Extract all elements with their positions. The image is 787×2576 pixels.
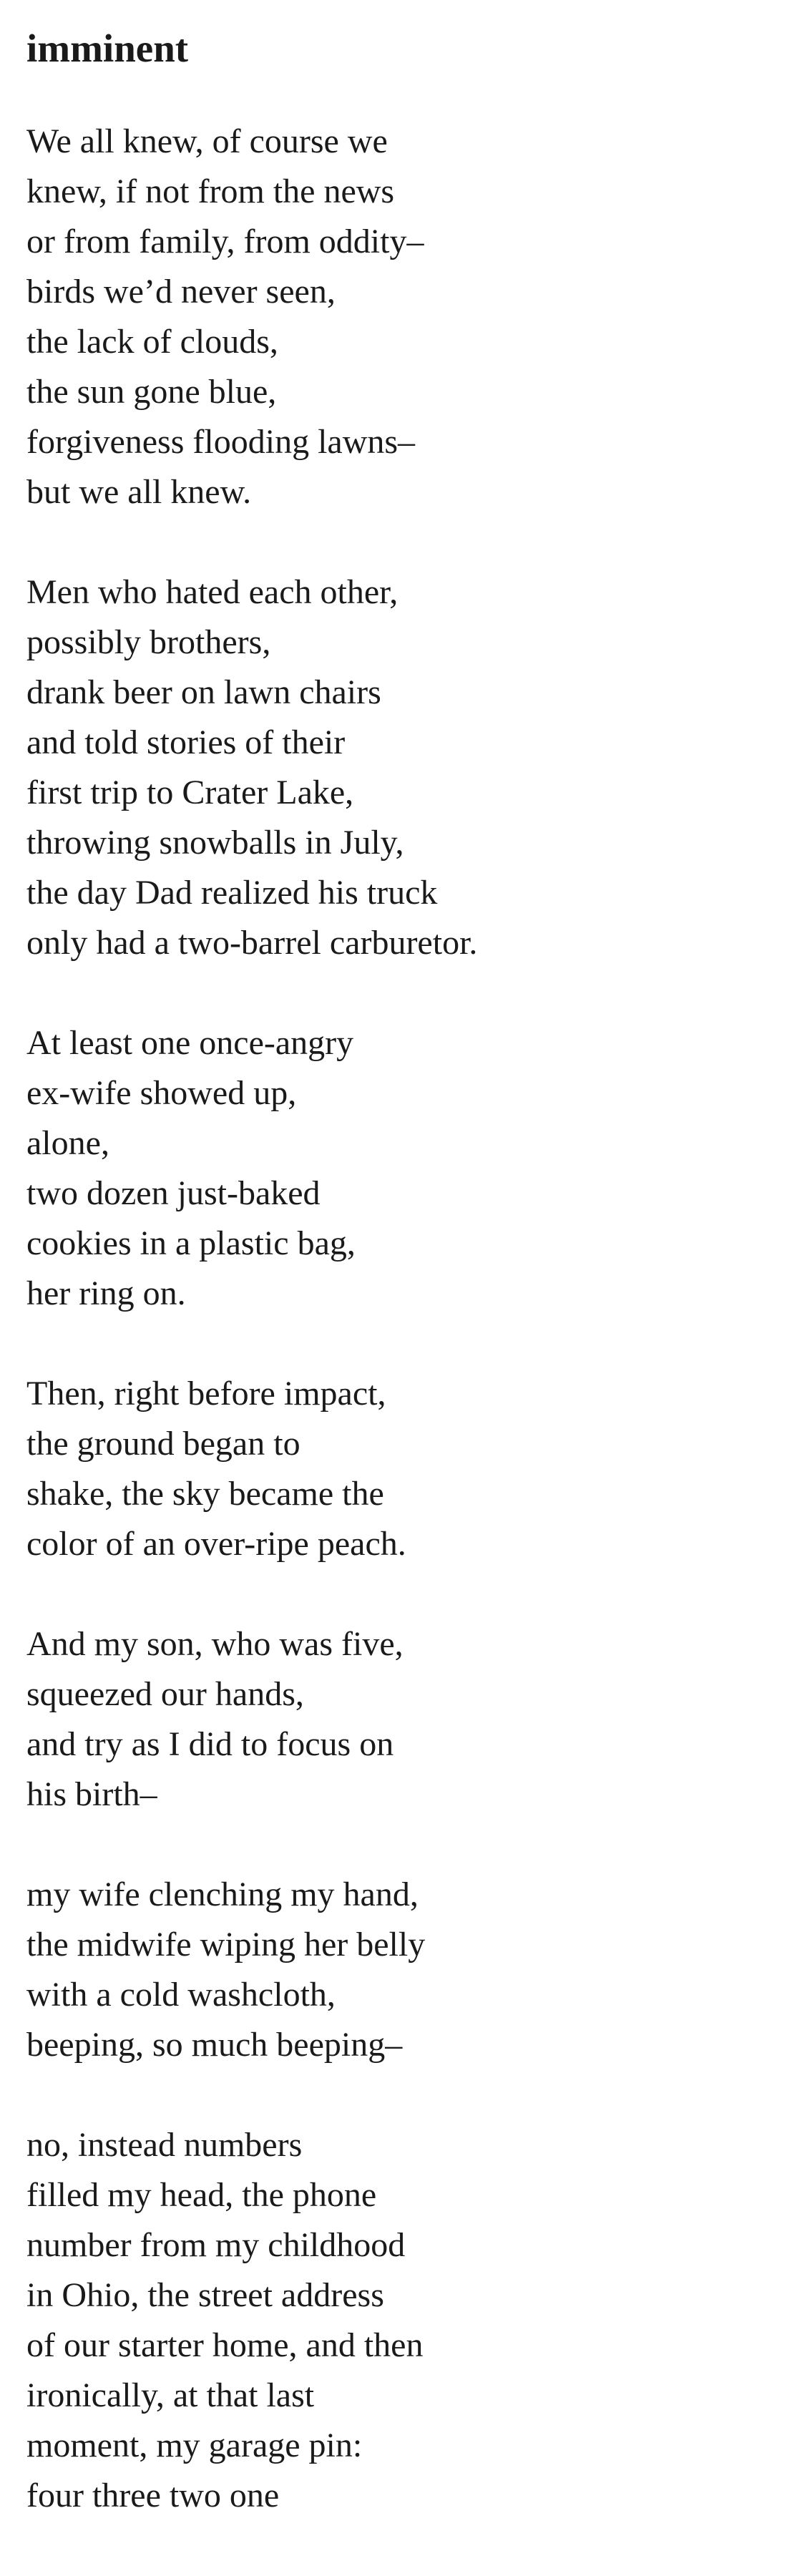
poem-line: the sun gone blue, — [26, 373, 277, 411]
poem-line: no, instead numbers — [26, 2126, 303, 2164]
poem-line: my wife clenching my hand, — [26, 1875, 419, 1913]
poem-line: with a cold washcloth, — [26, 1976, 336, 2014]
poem-page — [26, 0, 763, 2571]
poem-line: forgiveness flooding lawns– — [26, 423, 416, 461]
poem-line: squeezed our hands, — [26, 1675, 304, 1713]
poem-title: imminent — [26, 26, 189, 70]
poem-stanza — [26, 117, 763, 517]
poem-stanza — [26, 1018, 763, 1319]
poem-line: or from family, from oddity– — [26, 223, 424, 260]
poem-line: the lack of clouds, — [26, 323, 278, 361]
poem-line: moment, my garage pin: — [26, 2426, 363, 2464]
poem-line: ironically, at that last — [26, 2376, 315, 2414]
poem-line: cookies in a plastic bag, — [26, 1224, 356, 1262]
poem-line: At least one once-angry — [26, 1024, 354, 1062]
poem-line: in Ohio, the street address — [26, 2276, 384, 2314]
poem-line: two dozen just-baked — [26, 1174, 321, 1212]
poem-line: alone, — [26, 1124, 109, 1162]
poem-body — [26, 117, 763, 2521]
poem-line: knew, if not from the news — [26, 172, 395, 210]
poem-line: the day Dad realized his truck — [26, 874, 438, 912]
poem-line: And my son, who was five, — [26, 1625, 404, 1663]
poem-line: drank beer on lawn chairs — [26, 673, 381, 711]
poem-line: Men who hated each other, — [26, 573, 399, 611]
poem-stanza — [26, 567, 763, 968]
poem-line: possibly brothers, — [26, 623, 271, 661]
poem-line: her ring on. — [26, 1274, 186, 1312]
poem-line: his birth– — [26, 1775, 157, 1813]
poem-line: filled my head, the phone — [26, 2176, 377, 2214]
poem-line: the ground began to — [26, 1425, 300, 1463]
poem-stanza — [26, 1870, 763, 2070]
poem-line: but we all knew. — [26, 473, 252, 511]
poem-stanza — [26, 1619, 763, 1820]
poem-stanza — [26, 1369, 763, 1569]
poem-line: shake, the sky became the — [26, 1475, 384, 1513]
poem-line: ex-wife showed up, — [26, 1074, 297, 1112]
poem-line: We all knew, of course we — [26, 122, 388, 160]
poem-line: and try as I did to focus on — [26, 1725, 394, 1763]
poem-line: Then, right before impact, — [26, 1375, 386, 1413]
poem-line: and told stories of their — [26, 723, 346, 761]
poem-line: the midwife wiping her belly — [26, 1926, 426, 1963]
poem-line: number from my childhood — [26, 2226, 406, 2264]
poem-line: first trip to Crater Lake, — [26, 774, 354, 811]
poem-line: of our starter home, and then — [26, 2326, 424, 2364]
poem-line: four three two one — [26, 2477, 280, 2514]
poem-stanza — [26, 2120, 763, 2521]
poem-line: throwing snowballs in July, — [26, 824, 404, 862]
poem-line: beeping, so much beeping– — [26, 2026, 403, 2064]
poem-line: birds we’d never seen, — [26, 273, 336, 311]
poem-line: color of an over-ripe peach. — [26, 1525, 406, 1563]
poem-line: only had a two-barrel carburetor. — [26, 924, 478, 962]
